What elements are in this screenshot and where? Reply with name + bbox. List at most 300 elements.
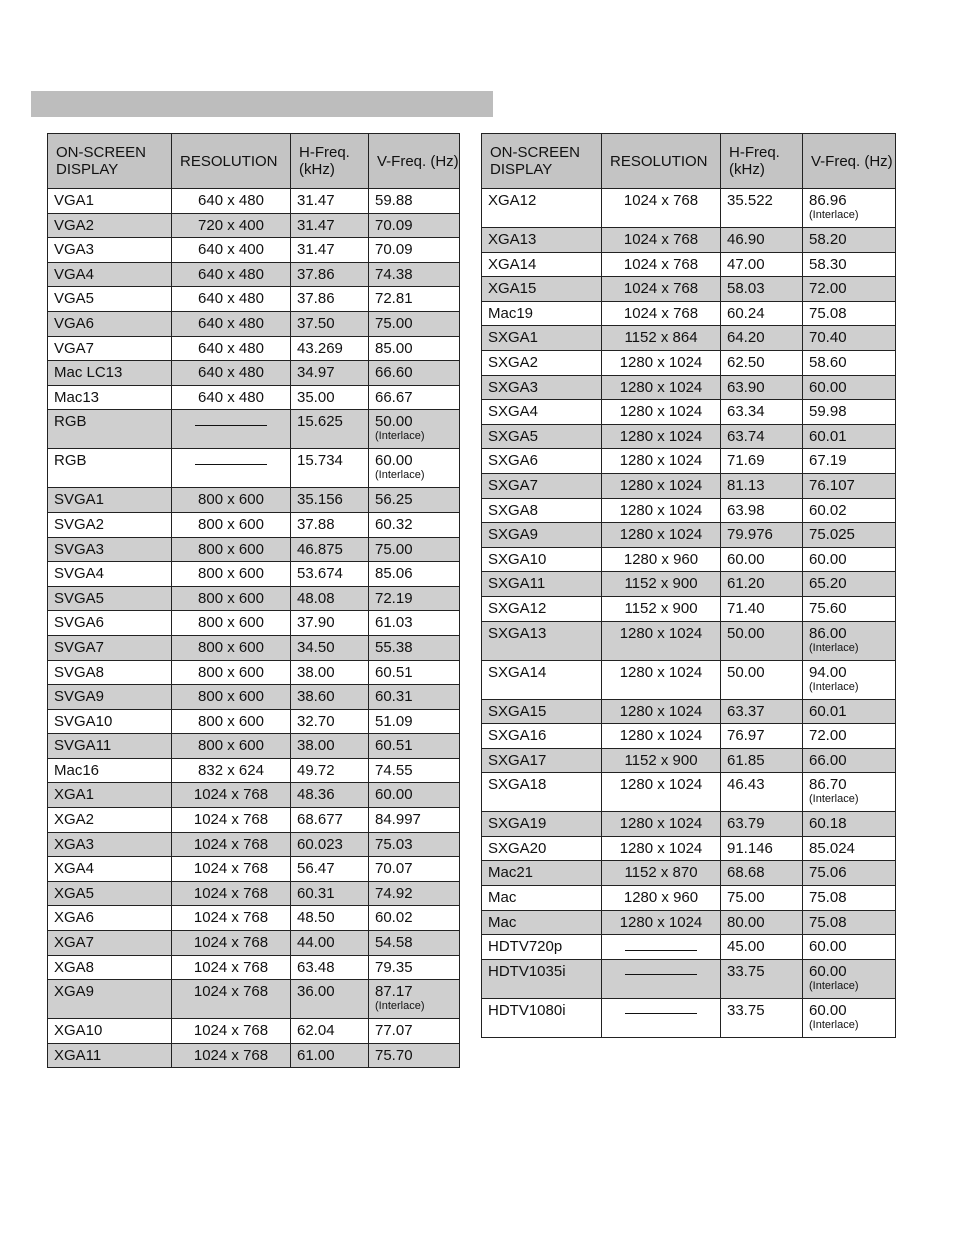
display-cell <box>48 1019 172 1044</box>
hfreq-value: 62.50 <box>727 353 765 371</box>
display-cell <box>482 498 602 523</box>
vfreq-value: 70.09 <box>375 241 413 259</box>
vfreq-cell <box>369 336 460 361</box>
display-value: SVGA2 <box>54 515 105 533</box>
display-value: SVGA10 <box>54 712 113 730</box>
vfreq-cell <box>369 685 460 710</box>
resolution-cell <box>602 724 721 749</box>
signal-table-right <box>481 133 896 1038</box>
hfreq-cell <box>291 857 369 882</box>
resolution-value: 800 x 600 <box>198 565 264 583</box>
table-row <box>482 375 896 400</box>
vfreq-cell <box>803 498 896 523</box>
resolution-value: 800 x 600 <box>198 589 264 607</box>
hfreq-value: 48.08 <box>297 589 335 607</box>
vfreq-cell <box>369 832 460 857</box>
resolution-cell <box>602 836 721 861</box>
hfreq-cell <box>721 621 803 660</box>
resolution-cell <box>602 449 721 474</box>
resolution-cell <box>602 959 721 998</box>
vfreq-value: 60.02 <box>375 909 413 927</box>
display-value: VGA7 <box>54 339 95 357</box>
table-row <box>482 998 896 1037</box>
resolution-cell <box>602 326 721 351</box>
vfreq-value: 65.20 <box>809 575 847 593</box>
hfreq-value: 46.43 <box>727 776 765 794</box>
resolution-cell <box>172 931 291 956</box>
table-body-left <box>48 189 460 1068</box>
hfreq-value: 37.86 <box>297 290 335 308</box>
hfreq-value: 75.00 <box>727 889 765 907</box>
resolution-cell <box>172 1019 291 1044</box>
vfreq-value: 75.025 <box>809 526 855 544</box>
display-cell <box>48 361 172 386</box>
display-cell <box>48 881 172 906</box>
hfreq-cell <box>291 287 369 312</box>
table-row <box>482 836 896 861</box>
resolution-cell <box>172 808 291 833</box>
display-value: VGA1 <box>54 192 95 209</box>
table-row <box>48 287 460 312</box>
vfreq-cell <box>369 906 460 931</box>
display-value: SVGA4 <box>54 565 105 583</box>
vfreq-value: 75.03 <box>375 835 413 853</box>
display-cell <box>482 621 602 660</box>
resolution-cell <box>602 523 721 548</box>
display-value: Mac21 <box>488 864 534 882</box>
vfreq-cell <box>803 699 896 724</box>
table-row <box>48 512 460 537</box>
hfreq-cell <box>721 886 803 911</box>
vfreq-value: 60.18 <box>809 815 847 833</box>
table-row <box>482 886 896 911</box>
hfreq-value: 63.34 <box>727 403 765 421</box>
resolution-cell <box>602 473 721 498</box>
display-value: SXGA5 <box>488 427 539 445</box>
table-row <box>48 881 460 906</box>
display-cell <box>48 385 172 410</box>
resolution-cell <box>172 562 291 587</box>
hfreq-cell <box>721 910 803 935</box>
hfreq-cell <box>291 783 369 808</box>
vfreq-cell <box>803 910 896 935</box>
resolution-cell <box>602 596 721 621</box>
display-value: SXGA15 <box>488 702 547 720</box>
resolution-value: 640 x 480 <box>198 265 264 283</box>
table-row <box>482 424 896 449</box>
resolution-cell <box>602 277 721 302</box>
hfreq-cell <box>721 699 803 724</box>
resolution-cell <box>172 488 291 513</box>
display-cell <box>48 537 172 562</box>
hfreq-value: 63.74 <box>727 427 765 445</box>
table-row <box>482 326 896 351</box>
vfreq-cell <box>803 189 896 228</box>
display-cell <box>482 449 602 474</box>
vfreq-cell <box>803 252 896 277</box>
hfreq-value: 81.13 <box>727 476 765 494</box>
resolution-cell <box>602 935 721 960</box>
resolution-value: 800 x 600 <box>198 614 264 632</box>
vfreq-cell <box>803 228 896 253</box>
display-value: SXGA4 <box>488 403 539 421</box>
display-value: XGA2 <box>54 811 95 829</box>
table-row <box>48 361 460 386</box>
display-cell <box>48 709 172 734</box>
display-value: SVGA11 <box>54 737 112 755</box>
vfreq-cell <box>803 547 896 572</box>
vfreq-cell <box>369 660 460 685</box>
hfreq-value: 71.69 <box>727 452 765 470</box>
resolution-value: 800 x 600 <box>198 688 264 706</box>
hfreq-value: 37.50 <box>297 314 335 332</box>
resolution-cell <box>172 449 291 488</box>
vfreq-value: 59.88 <box>375 192 413 209</box>
header-hfreq: H-Freq. (kHz) <box>721 134 803 189</box>
resolution-value: 1280 x 1024 <box>619 403 703 421</box>
vfreq-value: 70.40 <box>809 329 847 347</box>
hfreq-value: 63.48 <box>297 958 335 976</box>
vfreq-cell <box>803 935 896 960</box>
display-value: XGA7 <box>54 934 95 952</box>
hfreq-cell <box>291 709 369 734</box>
hfreq-cell <box>291 881 369 906</box>
hfreq-value: 37.90 <box>297 614 335 632</box>
hfreq-cell <box>291 1043 369 1068</box>
vfreq-value: 58.60 <box>809 353 847 371</box>
resolution-value: 1280 x 1024 <box>619 815 703 833</box>
hfreq-cell <box>291 980 369 1019</box>
resolution-cell <box>602 998 721 1037</box>
display-cell <box>48 685 172 710</box>
resolution-value: 800 x 600 <box>198 540 264 558</box>
interlace-note: (Interlace) <box>375 1000 425 1013</box>
display-value: XGA11 <box>54 1046 102 1064</box>
vfreq-value: 60.01 <box>809 427 847 445</box>
vfreq-cell <box>803 523 896 548</box>
vfreq-value: 60.51 <box>375 663 413 681</box>
table-row <box>482 301 896 326</box>
display-value: SXGA9 <box>488 526 539 544</box>
table-row <box>48 537 460 562</box>
display-cell <box>48 488 172 513</box>
display-cell <box>48 857 172 882</box>
header-resolution: RESOLUTION <box>172 134 291 189</box>
vfreq-value: 60.51 <box>375 737 413 755</box>
vfreq-cell <box>803 836 896 861</box>
table-row <box>482 748 896 773</box>
no-resolution-dash <box>625 950 697 951</box>
resolution-value: 1280 x 1024 <box>619 452 703 470</box>
vfreq-cell <box>369 734 460 759</box>
display-cell <box>48 562 172 587</box>
resolution-value: 1024 x 768 <box>623 304 699 322</box>
vfreq-value: 72.19 <box>375 589 413 607</box>
resolution-cell <box>602 424 721 449</box>
vfreq-cell <box>369 931 460 956</box>
vfreq-cell <box>369 537 460 562</box>
vfreq-cell <box>803 400 896 425</box>
resolution-cell <box>602 621 721 660</box>
table-row <box>482 773 896 812</box>
hfreq-cell <box>721 189 803 228</box>
vfreq-cell <box>803 277 896 302</box>
hfreq-cell <box>291 336 369 361</box>
resolution-value: 1024 x 768 <box>623 280 699 298</box>
resolution-value: 1280 x 1024 <box>619 776 703 794</box>
vfreq-value: 55.38 <box>375 638 413 656</box>
display-value: SXGA20 <box>488 839 547 857</box>
hfreq-cell <box>291 635 369 660</box>
vfreq-cell <box>803 449 896 474</box>
hfreq-value: 32.70 <box>297 712 335 730</box>
hfreq-value: 91.146 <box>727 839 773 857</box>
vfreq-value: 72.81 <box>375 290 413 308</box>
resolution-value: 1280 x 1024 <box>619 839 703 857</box>
display-value: RGB <box>54 452 87 470</box>
hfreq-cell <box>291 660 369 685</box>
vfreq-cell <box>803 424 896 449</box>
resolution-value: 1280 x 1024 <box>619 427 703 445</box>
hfreq-value: 15.734 <box>297 452 343 470</box>
vfreq-value: 60.00 <box>375 452 413 470</box>
table-row <box>482 861 896 886</box>
hfreq-value: 34.97 <box>297 364 335 382</box>
hfreq-value: 68.68 <box>727 864 765 882</box>
display-value: XGA10 <box>54 1022 103 1040</box>
resolution-value: 1024 x 768 <box>193 860 269 878</box>
hfreq-cell <box>721 748 803 773</box>
vfreq-cell <box>803 959 896 998</box>
display-cell <box>48 783 172 808</box>
hfreq-cell <box>291 906 369 931</box>
resolution-cell <box>172 685 291 710</box>
display-value: VGA2 <box>54 216 95 234</box>
no-resolution-dash <box>625 974 697 975</box>
display-value: SXGA11 <box>488 575 546 593</box>
resolution-cell <box>172 512 291 537</box>
resolution-value: 800 x 600 <box>198 638 264 656</box>
display-value: SXGA12 <box>488 599 547 617</box>
vfreq-value: 94.00 <box>809 663 847 681</box>
vfreq-value: 60.00 <box>809 378 847 396</box>
header-display: ON-SCREEN DISPLAY <box>48 134 172 189</box>
hfreq-cell <box>721 473 803 498</box>
interlace-note: (Interlace) <box>809 793 859 806</box>
display-value: SXGA10 <box>488 550 547 568</box>
vfreq-cell <box>369 262 460 287</box>
hfreq-cell <box>291 1019 369 1044</box>
table-row <box>482 547 896 572</box>
resolution-cell <box>172 783 291 808</box>
hfreq-value: 35.522 <box>727 192 773 209</box>
display-value: SXGA8 <box>488 501 539 519</box>
table-row <box>482 498 896 523</box>
vfreq-value: 60.32 <box>375 515 413 533</box>
hfreq-value: 62.04 <box>297 1022 335 1040</box>
vfreq-cell <box>369 955 460 980</box>
display-cell <box>48 734 172 759</box>
display-cell <box>48 238 172 263</box>
resolution-value: 640 x 480 <box>198 314 264 332</box>
vfreq-value: 60.02 <box>809 501 847 519</box>
vfreq-value: 72.00 <box>809 727 847 745</box>
vfreq-value: 85.024 <box>809 839 855 857</box>
resolution-value: 1280 x 1024 <box>619 663 703 681</box>
resolution-cell <box>172 660 291 685</box>
hfreq-cell <box>721 724 803 749</box>
resolution-cell <box>172 980 291 1019</box>
vfreq-value: 75.08 <box>809 304 847 322</box>
resolution-cell <box>172 410 291 449</box>
display-value: XGA4 <box>54 860 95 878</box>
display-cell <box>48 906 172 931</box>
resolution-cell <box>602 252 721 277</box>
vfreq-cell <box>803 375 896 400</box>
table-header-row <box>48 134 460 189</box>
vfreq-value: 67.19 <box>809 452 847 470</box>
resolution-cell <box>602 498 721 523</box>
hfreq-value: 80.00 <box>727 913 765 931</box>
vfreq-cell <box>369 562 460 587</box>
hfreq-value: 56.47 <box>297 860 335 878</box>
resolution-cell <box>602 812 721 837</box>
table-row <box>48 734 460 759</box>
table-row <box>482 910 896 935</box>
hfreq-value: 50.00 <box>727 624 765 642</box>
resolution-value: 1280 x 960 <box>623 550 699 568</box>
resolution-value: 720 x 400 <box>198 216 264 234</box>
hfreq-cell <box>291 808 369 833</box>
hfreq-value: 44.00 <box>297 934 335 952</box>
vfreq-cell <box>369 361 460 386</box>
display-cell <box>482 660 602 699</box>
vfreq-cell <box>369 586 460 611</box>
resolution-value: 1280 x 1024 <box>619 476 703 494</box>
display-value: VGA3 <box>54 241 95 259</box>
hfreq-value: 43.269 <box>297 339 343 357</box>
hfreq-value: 38.60 <box>297 688 335 706</box>
resolution-cell <box>172 537 291 562</box>
display-cell <box>482 812 602 837</box>
table-row <box>482 473 896 498</box>
vfreq-value: 76.107 <box>809 476 855 494</box>
vfreq-value: 60.01 <box>809 702 847 720</box>
vfreq-value: 51.09 <box>375 712 413 730</box>
hfreq-cell <box>721 836 803 861</box>
resolution-cell <box>602 400 721 425</box>
vfreq-cell <box>369 1043 460 1068</box>
vfreq-value: 86.70 <box>809 776 847 794</box>
hfreq-cell <box>721 350 803 375</box>
resolution-value: 640 x 480 <box>198 290 264 308</box>
hfreq-cell <box>721 252 803 277</box>
resolution-cell <box>172 611 291 636</box>
hfreq-cell <box>721 596 803 621</box>
hfreq-value: 35.156 <box>297 491 343 509</box>
table-row <box>482 959 896 998</box>
table-row <box>48 611 460 636</box>
vfreq-cell <box>369 213 460 238</box>
no-resolution-dash <box>625 1013 697 1014</box>
table-row <box>48 758 460 783</box>
hfreq-value: 76.97 <box>727 727 765 745</box>
table-row <box>48 955 460 980</box>
vfreq-value: 86.96 <box>809 192 847 209</box>
vfreq-cell <box>369 410 460 449</box>
display-cell <box>482 547 602 572</box>
vfreq-value: 59.98 <box>809 403 847 421</box>
vfreq-value: 75.60 <box>809 599 847 617</box>
hfreq-cell <box>721 523 803 548</box>
hfreq-value: 35.00 <box>297 388 335 406</box>
resolution-cell <box>602 350 721 375</box>
hfreq-value: 38.00 <box>297 663 335 681</box>
display-value: XGA1 <box>54 786 95 804</box>
resolution-cell <box>172 906 291 931</box>
hfreq-cell <box>721 959 803 998</box>
resolution-value: 1024 x 768 <box>193 835 269 853</box>
display-cell <box>48 311 172 336</box>
hfreq-cell <box>721 498 803 523</box>
vfreq-value: 75.00 <box>375 314 413 332</box>
hfreq-cell <box>291 685 369 710</box>
display-cell <box>482 836 602 861</box>
display-value: SXGA16 <box>488 727 547 745</box>
display-cell <box>482 596 602 621</box>
resolution-value: 1024 x 768 <box>193 958 269 976</box>
table-row <box>482 400 896 425</box>
vfreq-value: 60.00 <box>809 1001 847 1019</box>
resolution-value: 1024 x 768 <box>193 934 269 952</box>
display-cell <box>482 773 602 812</box>
interlace-note: (Interlace) <box>809 680 859 693</box>
resolution-value: 1024 x 768 <box>193 909 269 927</box>
resolution-cell <box>602 660 721 699</box>
table-row <box>482 699 896 724</box>
display-value: Mac <box>488 889 517 907</box>
resolution-value: 640 x 480 <box>198 339 264 357</box>
vfreq-value: 60.00 <box>809 938 847 956</box>
hfreq-value: 60.023 <box>297 835 343 853</box>
vfreq-cell <box>369 238 460 263</box>
display-cell <box>48 832 172 857</box>
display-value: SXGA14 <box>488 663 547 681</box>
interlace-note: (Interlace) <box>809 209 859 221</box>
resolution-value: 1152 x 870 <box>624 864 698 882</box>
display-cell <box>482 473 602 498</box>
vfreq-value: 77.07 <box>375 1022 413 1040</box>
vfreq-cell <box>369 881 460 906</box>
display-cell <box>48 213 172 238</box>
display-cell <box>48 955 172 980</box>
hfreq-cell <box>291 832 369 857</box>
hfreq-value: 15.625 <box>297 413 343 431</box>
display-cell <box>48 1043 172 1068</box>
display-cell <box>482 748 602 773</box>
hfreq-value: 60.00 <box>727 550 765 568</box>
hfreq-cell <box>721 861 803 886</box>
hfreq-value: 31.47 <box>297 192 335 209</box>
vfreq-cell <box>369 611 460 636</box>
display-cell <box>48 189 172 214</box>
vfreq-value: 79.35 <box>375 958 413 976</box>
vfreq-value: 58.20 <box>809 231 847 248</box>
vfreq-cell <box>803 861 896 886</box>
hfreq-value: 61.20 <box>727 575 765 593</box>
display-cell <box>482 400 602 425</box>
display-value: XGA14 <box>488 255 537 273</box>
